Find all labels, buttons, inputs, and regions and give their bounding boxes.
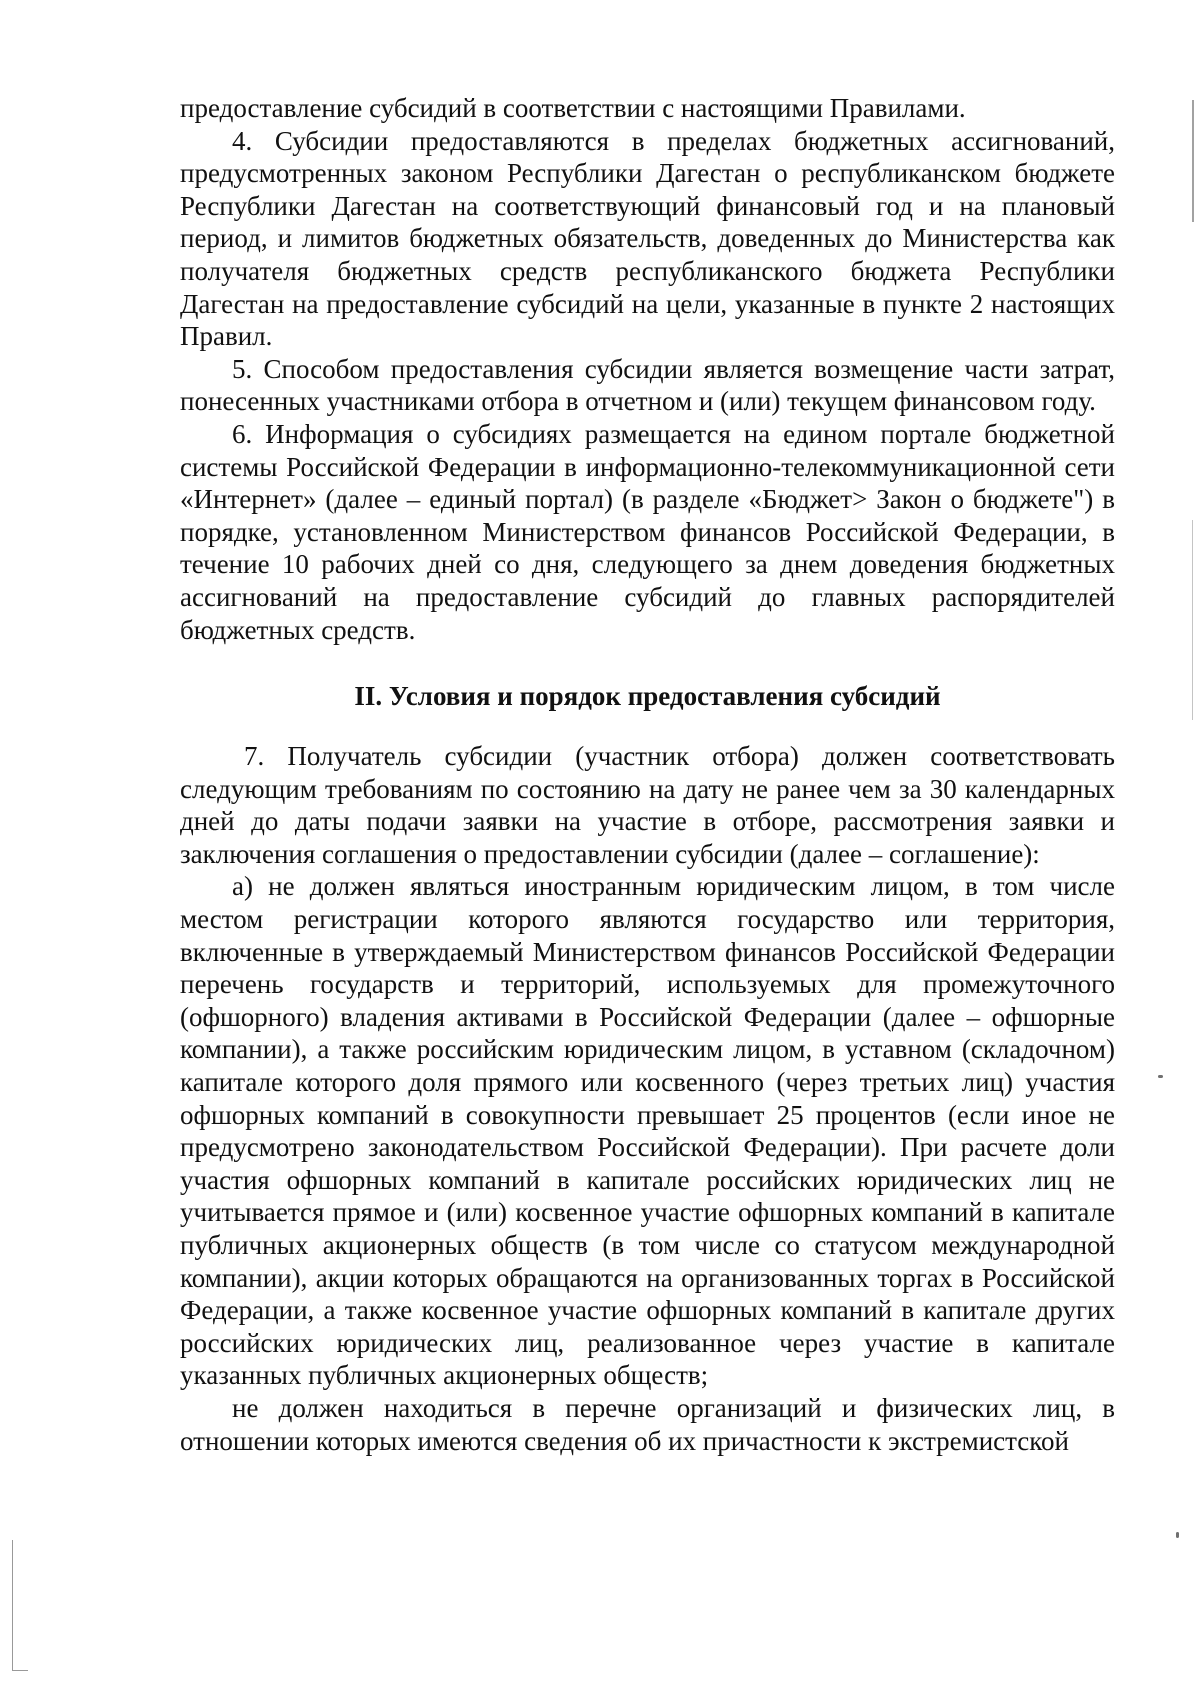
scan-edge-mark xyxy=(1192,520,1193,720)
paragraph-item-4: 4. Субсидии предоставляются в пределах бюджетных ассигнований, предусмотренных законом Республики Дагестан о республиканском бюджете Республики Дагестан на соответствующий финансовый год и на плановый период, и лимитов бюджетных обязательств, доведенных до Министерства как получателя бюджетных средств республиканского бюджета Республики Дагестан на предоставление субсидий на цели, указанные в пункте 2 настоящих Правил. xyxy=(180,125,1115,352)
paragraph-continuation: предоставление субсидий в соответствии с настоящими Правилами. xyxy=(180,93,966,123)
paragraph-subitem-a: а) не должен являться иностранным юридическим лицом, в том числе местом регистрации которого являются государство или территория, включенные в утверждаемый Министерством финансов Российской Федерации перечень государств и территорий, используемых для промежуточного (офшорного) владения активами в Российской Федерации (далее – офшорные компании), а также российским юридическим лицом, в уставном (складочном) капитале которого доля прямого или косвенного (через третьих лиц) участия офшорных компаний в совокупности превышает 25 процентов (если иное не предусмотрено законодательством Российской Федерации). При расчете доли участия офшорных компаний в капитале российских юридических лиц не учитывается прямое и (или) косвенное участие офшорных компаний в капитале публичных акционерных обществ (в том числе со статусом международной компании), акции которых обращаются на организованных торгах в Российской Федерации, а также косвенное участие офшорных компаний в капитале других российских юридических лиц, реализованное через участие в капитале указанных публичных акционерных обществ; xyxy=(180,871,1115,1391)
scan-speck xyxy=(1176,1532,1179,1538)
scan-edge-mark xyxy=(1192,100,1194,222)
scan-edge-mark xyxy=(12,1540,13,1670)
scan-speck xyxy=(1158,1075,1163,1078)
scan-edge-mark xyxy=(12,1670,28,1671)
document-body xyxy=(180,92,1115,1457)
paragraph-item-5: 5. Способом предоставления субсидии является возмещение части затрат, понесенных участниками отбора в отчетном и (или) текущем финансовом году. xyxy=(180,353,1115,417)
paragraph-item-7: 7. Получатель субсидии (участник отбора) должен соответствовать следующим требованиям по состоянию на дату не ранее чем за 30 календарных дней до даты подачи заявки на участие в отборе, рассмотрения заявки и заключения соглашения о предоставлении субсидии (далее – соглашение): xyxy=(180,741,1115,869)
paragraph-item-6: 6. Информация о субсидиях размещается на едином портале бюджетной системы Российской Федерации в информационно-телекоммуникационной сети «Интернет» (далее – единый портал) (в разделе «Бюджет> Закон о бюджете") в порядке, установленном Министерством финансов Российской Федерации, в течение 10 рабочих дней со дня, следующего за днем доведения бюджетных ассигнований на предоставление субсидий до главных распорядителей бюджетных средств. xyxy=(180,418,1115,645)
paragraph-extremist-list: не должен находиться в перечне организаций и физических лиц, в отношении которых имеются сведения об их причастности к экстремистской xyxy=(180,1392,1115,1456)
section-heading: II. Условия и порядок предоставления субсидий xyxy=(354,681,941,712)
